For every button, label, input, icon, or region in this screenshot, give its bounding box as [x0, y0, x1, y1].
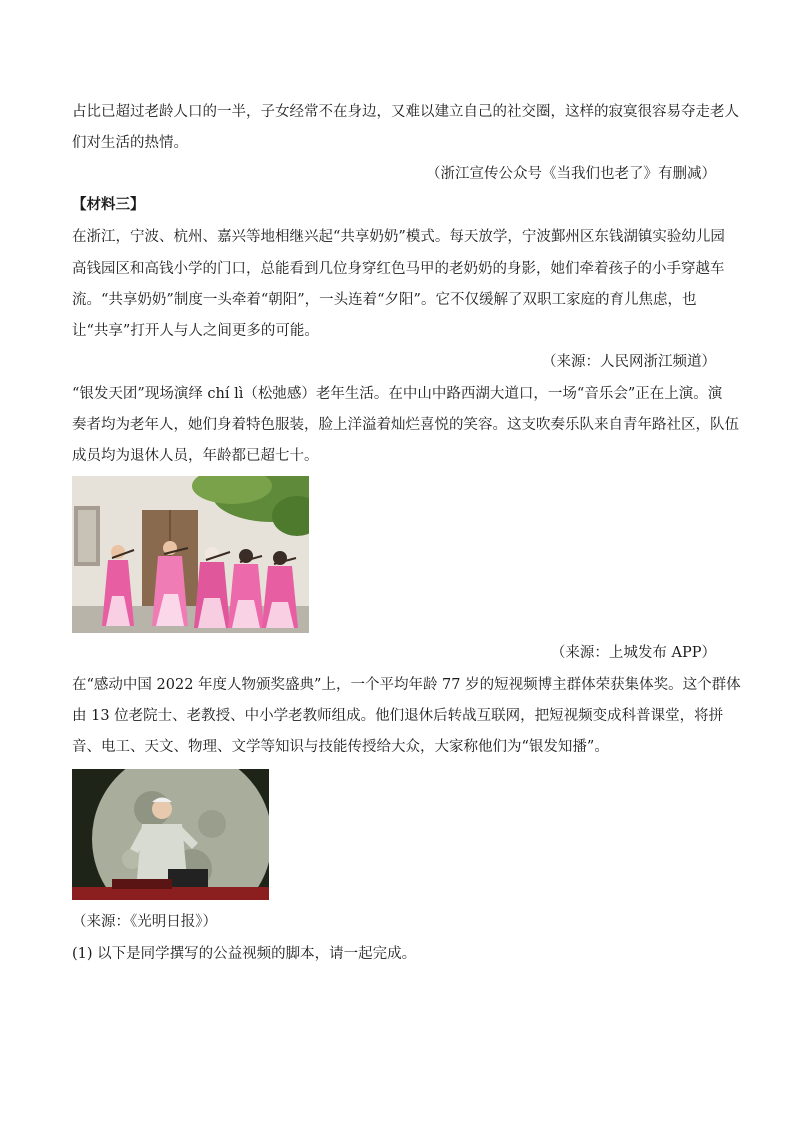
paragraph-line: 在“感动中国 2022 年度人物颁奖盛典”上，一个平均年龄 77 岁的短视频博主群体荣获集体奖。这个群体 — [72, 677, 741, 693]
question-prompt: (1) 以下是同学撰写的公益视频的脚本，请一起完成。 — [72, 946, 417, 962]
paragraph-line: 奏者均为老年人，她们身着特色服装，脸上洋溢着灿烂喜悦的笑容。这支吹奏乐队来自青年路社区，队伍 — [72, 417, 739, 433]
paragraph-line: 高钱园区和高钱小学的门口，总能看到几位身穿红色马甲的老奶奶的身影，她们牵着孩子的小手穿越车 — [72, 261, 725, 277]
section-heading: 【材料三】 — [72, 196, 145, 213]
band-performance-photo — [72, 476, 309, 633]
source-citation: （来源：上城发布 APP） — [550, 645, 716, 661]
paragraph-line: 流。“共享奶奶”制度一头牵着“朝阳”，一头连着“夕阳”。它不仅缓解了双职工家庭的育儿焦虑，也 — [72, 292, 697, 308]
paragraph-line: 占比已超过老龄人口的一半，子女经常不在身边，又难以建立自己的社交圈，这样的寂寞很容易夺走老人 — [72, 104, 739, 120]
paragraph-line: “银发天团”现场演绎 chí lì（松弛感）老年生活。在中山中路西湖大道口，一场“音乐会”正在上演。演 — [72, 386, 723, 402]
paragraph-line: 们对生活的热情。 — [72, 135, 188, 151]
paragraph-line: 在浙江，宁波、杭州、嘉兴等地相继兴起“共享奶奶”模式。每天放学，宁波鄞州区东钱湖镇实验幼儿园 — [72, 229, 725, 245]
paragraph-line: 成员均为退休人员，年龄都已超七十。 — [72, 448, 319, 464]
source-citation: （浙江宣传公众号《当我们也老了》有删减） — [426, 166, 716, 182]
paragraph-line: 由 13 位老院士、老教授、中小学老教师组成。他们退休后转战互联网，把短视频变成科普课堂，将拼 — [72, 708, 724, 724]
lecturer-photo — [72, 769, 269, 900]
paragraph-line: 音、电工、天文、物理、文学等知识与技能传授给大众，大家称他们为“银发知播”。 — [72, 739, 609, 755]
source-citation: （来源：人民网浙江频道） — [542, 354, 716, 370]
paragraph-line: 让“共享”打开人与人之间更多的可能。 — [72, 323, 319, 339]
source-citation: （来源：《光明日报》） — [72, 914, 217, 930]
